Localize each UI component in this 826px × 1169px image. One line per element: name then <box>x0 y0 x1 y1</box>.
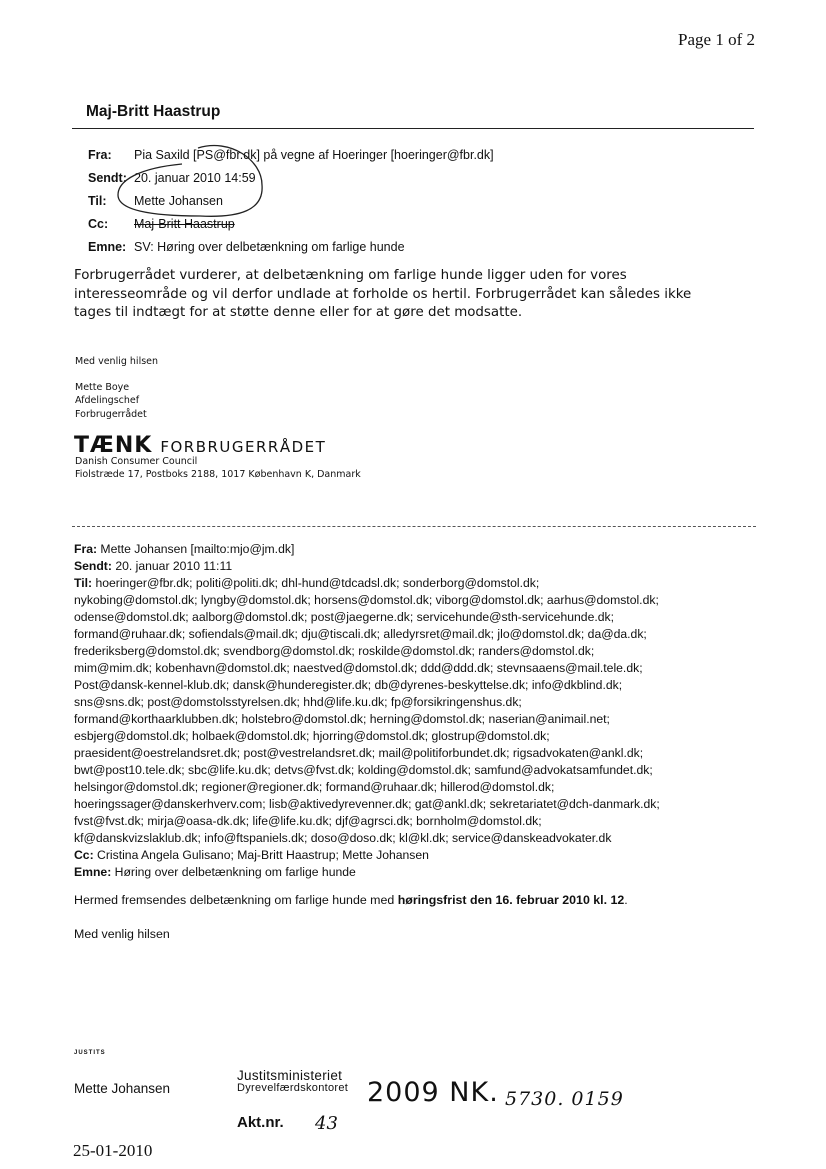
council-street: Fiolstræde 17, Postboks 2188, 1017 København K, Danmark <box>75 469 361 481</box>
fwd-to-line: formand@korthaarklubben.dk; holstebro@domstol.dk; herning@domstol.dk; naserian@animail.net; <box>74 712 610 726</box>
subject-value: SV: Høring over delbetænkning om farlige hunde <box>134 239 405 254</box>
fwd-to-line: frederiksberg@domstol.dk; svendborg@domstol.dk; roskilde@domstol.dk; randers@domstol.dk; <box>74 644 595 658</box>
page-number: Page 1 of 2 <box>678 30 755 49</box>
signature-name: Mette Boye <box>75 382 130 393</box>
forward-regards: Med venlig hilsen <box>74 927 170 941</box>
header-cc-row <box>88 212 494 235</box>
signature-org: Forbrugerrådet <box>75 408 147 420</box>
forward-message <box>74 893 628 907</box>
fwd-to-line: fvst@fvst.dk; mirja@oasa-dk.dk; life@life.ku.dk; djf@agrsci.dk; bornholm@domstol.dk; <box>74 814 542 828</box>
to-label: Til: <box>88 193 107 208</box>
fwd-to-line: praesident@oestrelandsret.dk; post@vestrelandsret.dk; mail@politiforbundet.dk; rigsadvokaten@ankl.dk; <box>74 746 644 760</box>
deadline-text: høringsfrist den 16. februar 2010 kl. 12 <box>397 893 625 907</box>
fwd-from-row <box>74 541 774 558</box>
fwd-to-line: bwt@post10.tele.dk; sbc@life.ku.dk; detvs@fvst.dk; kolding@domstol.dk; samfund@advokatsamfundet.dk; <box>74 763 653 777</box>
fwd-to-line: hoeringssager@danskerhverv.com; lisb@aktivedyrevenner.dk; gat@ankl.dk; sekretariatet@dch-danmark.dk; <box>74 797 660 811</box>
header-from-row <box>88 143 494 166</box>
fwd-to-line: formand@ruhaar.dk; sofiendals@mail.dk; dju@tiscali.dk; alledyrsret@mail.dk; jlo@domstol.dk; da@da.dk; <box>74 627 647 641</box>
footer-sender: Mette Johansen <box>74 1081 171 1096</box>
fwd-to-line: esbjerg@domstol.dk; holbaek@domstol.dk; hjorring@domstol.dk; glostrup@domstol.dk; <box>74 729 550 743</box>
from-label: Fra: <box>88 147 112 162</box>
from-value: Pia Saxild [PS@fbr.dk] på vegne af Hoeringer [hoeringer@fbr.dk] <box>134 147 494 162</box>
justits-logo: JUSTITS <box>74 1050 106 1056</box>
subject-label: Emne: <box>88 239 127 254</box>
logo-taenk: TÆNK <box>74 433 153 458</box>
fwd-from-value: Mette Johansen [mailto:mjo@jm.dk] <box>100 542 295 556</box>
reply-signature <box>75 381 147 421</box>
handwritten-reference: 5730. 0159 <box>505 1088 624 1110</box>
fwd-to-line: nykobing@domstol.dk; lyngby@domstol.dk; horsens@domstol.dk; viborg@domstol.dk; aarhus@domstol.dk; <box>74 593 659 607</box>
akt-label: Akt.nr. <box>237 1114 284 1131</box>
fwd-to-line: sns@sns.dk; post@domstolsstyrelsen.dk; hhd@life.ku.dk; fp@forsikringenshus.dk; <box>74 695 522 709</box>
forward-divider <box>72 526 756 527</box>
fwd-cc-value: Cristina Angela Gulisano; Maj-Britt Haastrup; Mette Johansen <box>97 848 429 862</box>
fwd-cc-row <box>74 847 774 864</box>
stamp-number: 2009 NK. <box>367 1077 499 1108</box>
akt-number: 43 <box>315 1113 338 1134</box>
fwd-to-line: Post@dansk-kennel-klub.dk; dansk@hunderegister.dk; db@dyrenes-beskyttelse.dk; info@dkblind.dk; <box>74 678 623 692</box>
note-end: . <box>624 893 628 907</box>
council-address <box>75 455 361 482</box>
ministry-stamp <box>237 1069 348 1095</box>
forwarded-header <box>74 541 774 881</box>
to-value: Mette Johansen <box>134 193 223 208</box>
cc-label: Cc: <box>88 216 109 231</box>
fwd-sent-value: 20. januar 2010 11:11 <box>115 559 233 573</box>
fwd-to-label: Til: <box>74 576 93 590</box>
body-line: Forbrugerrådet vurderer, at delbetænkning om farlige hunde ligger uden for vores <box>74 268 627 283</box>
header-to-row <box>88 189 494 212</box>
cc-value: Maj-Britt Haastrup <box>134 216 235 231</box>
fwd-subject-value: Høring over delbetænkning om farlige hunde <box>114 865 356 879</box>
body-line: interesseområde og vil derfor undlade at forholde os hertil. Forbrugerrådet kan således ikke <box>74 286 692 302</box>
header-sent-row <box>88 166 494 189</box>
fwd-subject-row <box>74 864 774 881</box>
email-header <box>88 143 494 258</box>
fwd-cc-label: Cc: <box>74 848 94 862</box>
fwd-to-line: hoeringer@fbr.dk; politi@politi.dk; dhl-hund@tdcadsl.dk; sonderborg@domstol.dk; <box>95 576 540 590</box>
sent-label: Sendt: <box>88 170 127 185</box>
header-divider <box>72 128 754 129</box>
fwd-to-line: helsingor@domstol.dk; regioner@regioner.dk; formand@ruhaar.dk; hillerod@domstol.dk; <box>74 780 555 794</box>
fwd-from-label: Fra: <box>74 542 98 556</box>
logo-forbrugerraadet: FORBRUGERRÅDET <box>160 438 327 456</box>
fwd-to-line: mim@mim.dk; kobenhavn@domstol.dk; naestved@domstol.dk; ddd@ddd.dk; stevnsaaens@mail.tele.dk; <box>74 661 643 675</box>
print-date: 25-01-2010 <box>73 1141 153 1160</box>
note-text: Hermed fremsendes delbetænkning om farlige hunde med <box>74 893 398 907</box>
fwd-to-line: odense@domstol.dk; aalborg@domstol.dk; post@jaegerne.dk; servicehunde@sth-servicehunde.dk; <box>74 610 614 624</box>
fwd-to-row <box>74 575 774 592</box>
signature-title: Afdelingschef <box>75 395 140 407</box>
mailbox-owner: Maj-Britt Haastrup <box>86 103 221 120</box>
body-line: tages til indtægt for at støtte denne eller for at gøre det modsatte. <box>74 305 523 320</box>
fwd-to-line: kf@danskvizslaklub.dk; info@ftspaniels.dk; doso@doso.dk; kl@kl.dk; service@danskeadvokater.dk <box>74 831 612 845</box>
reply-regards: Med venlig hilsen <box>75 356 159 367</box>
stamp-ministry: Justitsministeriet <box>237 1068 343 1083</box>
header-subject-row <box>88 235 494 258</box>
fwd-sent-row <box>74 558 774 575</box>
fwd-subject-label: Emne: <box>74 865 112 879</box>
stamp-office: Dyrevelfærdskontoret <box>237 1082 349 1094</box>
sent-value: 20. januar 2010 14:59 <box>134 170 256 185</box>
council-name: Danish Consumer Council <box>75 456 198 467</box>
fwd-sent-label: Sendt: <box>74 559 112 573</box>
reply-body <box>74 267 764 323</box>
